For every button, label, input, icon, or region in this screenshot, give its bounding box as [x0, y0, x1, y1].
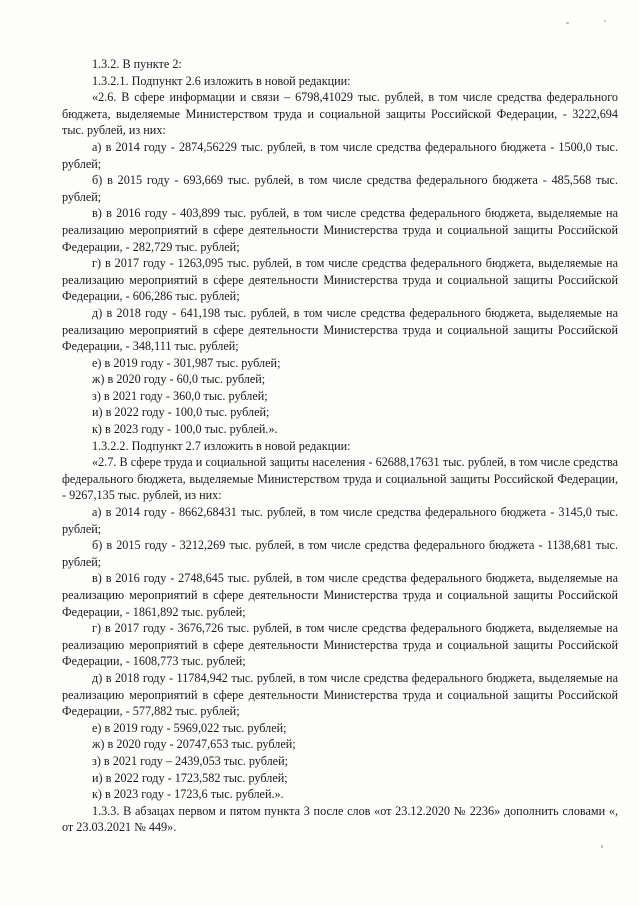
- list-item-2-6-k: к) в 2023 году - 100,0 тыс. рублей.».: [92, 422, 278, 437]
- list-item-2-6-i: и) в 2022 году - 100,0 тыс. рублей;: [92, 405, 270, 420]
- paragraph-1-3-2-heading: 1.3.2. В пункте 2:: [92, 57, 182, 71]
- scan-speck: [601, 845, 603, 848]
- list-item-2-7-e: е) в 2019 году - 5969,022 тыс. рублей;: [92, 720, 287, 735]
- list-item-2-6-v: в) в 2016 году - 403,899 тыс. рублей, в том числе средства федерального бюджета, выделяемые на реализацию мероприятий в сфере деятельности Министерства труда и социальной защиты Российской Федерации, - 282,729 тыс. рублей;: [62, 206, 618, 254]
- list-item-2-6-e: е) в 2019 году - 301,987 тыс. рублей;: [92, 355, 281, 370]
- list-item-2-6-g: г) в 2017 году - 1263,095 тыс. рублей, в том числе средства федерального бюджета, выделяемые на реализацию мероприятий в сфере деятельности Министерства труда и социальной защиты Российской Федерации, - 606,286 тыс. рублей;: [62, 256, 618, 304]
- paragraph-1-3-3: 1.3.3. В абзацах первом и пятом пункта 3 после слов «от 23.12.2020 № 2236» дополнить словами «, от 23.03.2021 № 449».: [62, 803, 618, 835]
- scan-speck: [604, 20, 606, 22]
- list-item-2-7-b: б) в 2015 году - 3212,269 тыс. рублей, в том числе средства федерального бюджета - 1138,681 тыс. рублей;: [62, 538, 618, 569]
- list-item-2-6-zh: ж) в 2020 году - 60,0 тыс. рублей;: [92, 372, 266, 387]
- document-body: [62, 56, 618, 836]
- list-item-2-7-i: и) в 2022 году - 1723,582 тыс. рублей;: [92, 770, 288, 785]
- paragraph-2-7-intro: «2.7. В сфере труда и социальной защиты населения - 62688,17631 тыс. рублей, в том числе средства федерального бюджета, выделяемые Министерством труда и социальной защиты Российской Федерации, - 9267,135 тыс. рублей, из них:: [62, 455, 618, 503]
- list-item-2-7-g: г) в 2017 году - 3676,726 тыс. рублей, в том числе средства федерального бюджета, выделяемые на реализацию мероприятий в сфере деятельности Министерства труда и социальной защиты Российской Федерации, - 1608,773 тыс. рублей;: [62, 621, 618, 669]
- list-item-2-7-zh: ж) в 2020 году - 20747,653 тыс. рублей;: [92, 737, 296, 752]
- list-item-2-7-v: в) в 2016 году - 2748,645 тыс. рублей, в том числе средства федерального бюджета, выделяемые на реализацию мероприятий в сфере деятельности Министерства труда и социальной защиты Российской Федерации, - 1861,892 тыс. рублей;: [62, 571, 618, 619]
- paragraph-1-3-2-1-heading: 1.3.2.1. Подпункт 2.6 изложить в новой редакции:: [92, 73, 351, 88]
- scan-speck: [566, 22, 569, 24]
- list-item-2-7-z: з) в 2021 году – 2439,053 тыс. рублей;: [92, 753, 288, 768]
- list-item-2-6-a: а) в 2014 году - 2874,56229 тыс. рублей, в том числе средства федерального бюджета - 1500,0 тыс. рублей;: [62, 139, 618, 171]
- list-item-2-6-d: д) в 2018 году - 641,198 тыс. рублей, в том числе средства федерального бюджета, выделяемые на реализацию мероприятий в сфере деятельности Министерства труда и социальной защиты Российской Федерации, - 348,111 тыс. рублей;: [62, 305, 618, 354]
- list-item-2-6-b: б) в 2015 году - 693,669 тыс. рублей, в том числе средства федерального бюджета - 485,568 тыс. рублей;: [62, 173, 618, 204]
- list-item-2-7-k: к) в 2023 году - 1723,6 тыс. рублей.».: [92, 787, 284, 802]
- paragraph-2-6-intro: «2.6. В сфере информации и связи – 6798,41029 тыс. рублей, в том числе средства федерального бюджета, выделяемые Министерством труда и социальной защиты Российской Федерации, - 3222,694 тыс. рублей, из них:: [62, 90, 618, 138]
- list-item-2-6-z: з) в 2021 году - 360,0 тыс. рублей;: [92, 388, 268, 403]
- paragraph-1-3-2-2-heading: 1.3.2.2. Подпункт 2.7 изложить в новой редакции:: [92, 438, 351, 453]
- list-item-2-7-a: а) в 2014 году - 8662,68431 тыс. рублей, в том числе средства федерального бюджета - 3145,0 тыс. рублей;: [62, 505, 618, 536]
- list-item-2-7-d: д) в 2018 году - 11784,942 тыс. рублей, в том числе средства федерального бюджета, выделяемые на реализацию мероприятий в сфере деятельности Министерства труда и социальной защиты Российской Федерации, - 577,882 тыс. рублей;: [62, 670, 618, 719]
